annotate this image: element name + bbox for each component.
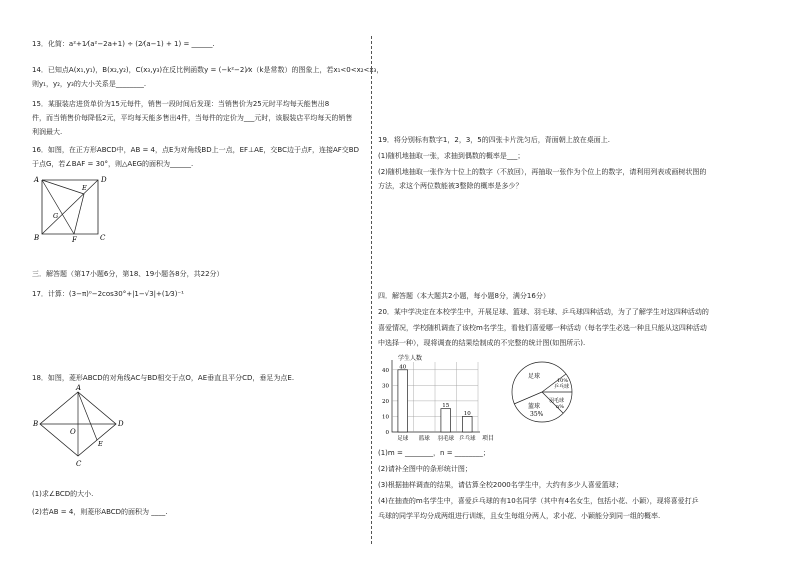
label-a: A bbox=[34, 176, 40, 184]
question-18-part2: (2)若AB = 4，则菱形ABCD的面积为 ____. bbox=[32, 508, 168, 516]
column-divider bbox=[371, 36, 372, 544]
question-15-line2: 件，而当销售价每降低2元，平均每天能多售出4件，当每件的定价为___元时，该服装店平均每天的销售 bbox=[32, 114, 353, 122]
y-tick-label: 30 bbox=[382, 383, 389, 390]
x-axis-label: 项目 bbox=[482, 435, 495, 442]
question-15-line1: 15．某服装店进货单价为15元每件，销售一段时间后发现：当销售价为25元时平均每天能售出8 bbox=[32, 100, 330, 108]
y-axis-label: 学生人数 bbox=[398, 355, 423, 362]
pie-label-football: 足球 bbox=[528, 373, 541, 380]
label-g: G bbox=[53, 212, 59, 220]
square-figure bbox=[32, 174, 112, 244]
y-tick-label: 40 bbox=[382, 367, 389, 374]
question-20-part4a: (4)在抽查的m名学生中，喜爱乒乓球的有10名同学（其中有4名女生，包括小花、小颖），现将喜爱打乒 bbox=[378, 497, 699, 505]
label-d: D bbox=[101, 176, 107, 184]
question-18: 18．如图，菱形ABCD的对角线AC与BD相交于点O，AE垂直且平分CD，垂足为点E. bbox=[32, 374, 295, 382]
pie-label-pingpong: 乒乓球 bbox=[554, 384, 570, 390]
x-tick-label: 乒乓球 bbox=[458, 436, 476, 442]
question-13: 13．化简：a²+1⁄(a²−2a+1) ÷ (2⁄(a−1) + 1) = ______. bbox=[32, 40, 215, 48]
pie-value-pingpong: 10% bbox=[557, 378, 569, 384]
y-tick-label: 0 bbox=[385, 430, 389, 436]
question-16-line2: 于点G，若∠BAF = 30°，则△AEG的面积为______. bbox=[32, 160, 194, 168]
question-20-part2: (2)请补全图中的条形统计图； bbox=[378, 465, 472, 473]
diagonal-bd bbox=[42, 180, 98, 234]
bar-value-label: 40 bbox=[399, 364, 407, 371]
question-20-part4b: 乓球的同学平均分成两组进行训练，且女生每组分两人，求小花、小颖能分到同一组的概率. bbox=[378, 512, 661, 520]
y-tick-label: 20 bbox=[382, 398, 389, 405]
pie-chart bbox=[506, 356, 578, 428]
question-19-part1: (1)随机地抽取一张，求抽到偶数的概率是___； bbox=[378, 152, 525, 160]
label-d: D bbox=[118, 420, 124, 428]
label-b: B bbox=[34, 234, 40, 242]
label-c: C bbox=[100, 234, 106, 242]
segment-ae bbox=[42, 180, 84, 194]
x-tick-label: 篮球 bbox=[418, 436, 430, 442]
label-b: B bbox=[33, 420, 39, 428]
segment-af bbox=[42, 180, 74, 234]
label-a: A bbox=[76, 384, 82, 392]
pie-label-basketball: 篮球 bbox=[528, 403, 541, 410]
section-3-heading: 三．解答题（第17小题6分，第18、19小题各8分，共22分） bbox=[32, 270, 224, 278]
section-4-heading: 四．解答题（本大题共2小题，每小题8分，满分16分） bbox=[378, 292, 550, 300]
question-17: 17．计算：(3−π)⁰−2cos30°+|1−√3|+(1⁄3)⁻¹ bbox=[32, 290, 184, 298]
question-20-line1: 20．某中学决定在本校学生中，开展足球、篮球、羽毛球、乒乓球四种活动，为了了解学生对这四种活动的 bbox=[378, 308, 709, 316]
question-14-line2: 则y₁，y₂，y₃的大小关系是________. bbox=[32, 80, 147, 88]
label-e: E bbox=[98, 440, 103, 448]
question-19-part2: (2)随机地抽取一张作为十位上的数字（不放回），再抽取一张作为个位上的数字，请利用列表或画树状图的 bbox=[378, 168, 707, 176]
question-16-line1: 16．如图，在正方形ABCD中，AB = 4，点E为对角线BD上一点，EF⊥AE，交BC边于点F，连接AF交BD bbox=[32, 146, 359, 154]
bar-chart bbox=[378, 352, 502, 444]
question-18-part1: (1)求∠BCD的大小. bbox=[32, 490, 94, 498]
pie-value-badminton: n% bbox=[556, 404, 564, 410]
bar-2 bbox=[441, 409, 451, 432]
y-tick-label: 10 bbox=[382, 414, 389, 421]
question-19: 19．将分别标有数字1，2，3，5的四张卡片洗匀后，背面朝上放在桌面上. bbox=[378, 136, 610, 144]
question-20-part1: (1)m = ________，n = ________； bbox=[378, 449, 490, 457]
question-20-line3: 中选择一种），现将调查的结果绘制成的不完整的统计图(如图所示). bbox=[378, 339, 586, 347]
question-14-line1: 14．已知点A(x₁,y₁)，B(x₂,y₂)，C(x₃,y₃)在反比例函数y = (−k²−2)⁄x（k是常数）的图象上，若x₁<0<x₂<x₃， bbox=[32, 66, 384, 74]
label-c: C bbox=[76, 460, 82, 468]
bar-value-label: 15 bbox=[442, 403, 450, 410]
x-tick-label: 足球 bbox=[397, 436, 409, 442]
label-f: F bbox=[72, 236, 77, 244]
label-e: E bbox=[82, 184, 87, 192]
pie-label-badminton: 羽毛球 bbox=[549, 398, 565, 404]
question-20-part3: (3)根据抽样调查的结果，请估算全校2000名学生中，大约有多少人喜爱篮球； bbox=[378, 481, 623, 489]
rhombus-figure bbox=[32, 384, 142, 470]
pie-value-basketball: 35% bbox=[530, 411, 544, 418]
segment-ef bbox=[74, 194, 84, 234]
question-19-part2b: 方法，求这个两位数能被3整除的概率是多少？ bbox=[378, 182, 523, 190]
bar-3 bbox=[462, 416, 472, 432]
right-column bbox=[378, 0, 768, 562]
bar-0 bbox=[398, 370, 408, 432]
label-o: O bbox=[70, 428, 76, 436]
question-15-line3: 利润最大. bbox=[32, 128, 63, 136]
left-column bbox=[32, 0, 384, 562]
x-tick-label: 羽毛球 bbox=[437, 436, 455, 442]
bar-value-label: 10 bbox=[463, 410, 471, 417]
question-20-line2: 喜爱情况，学校随机调查了该校m名学生，看他们喜爱哪一种活动（每名学生必选一种且只能从这四种活动 bbox=[378, 324, 707, 332]
segment-ae bbox=[78, 392, 97, 440]
